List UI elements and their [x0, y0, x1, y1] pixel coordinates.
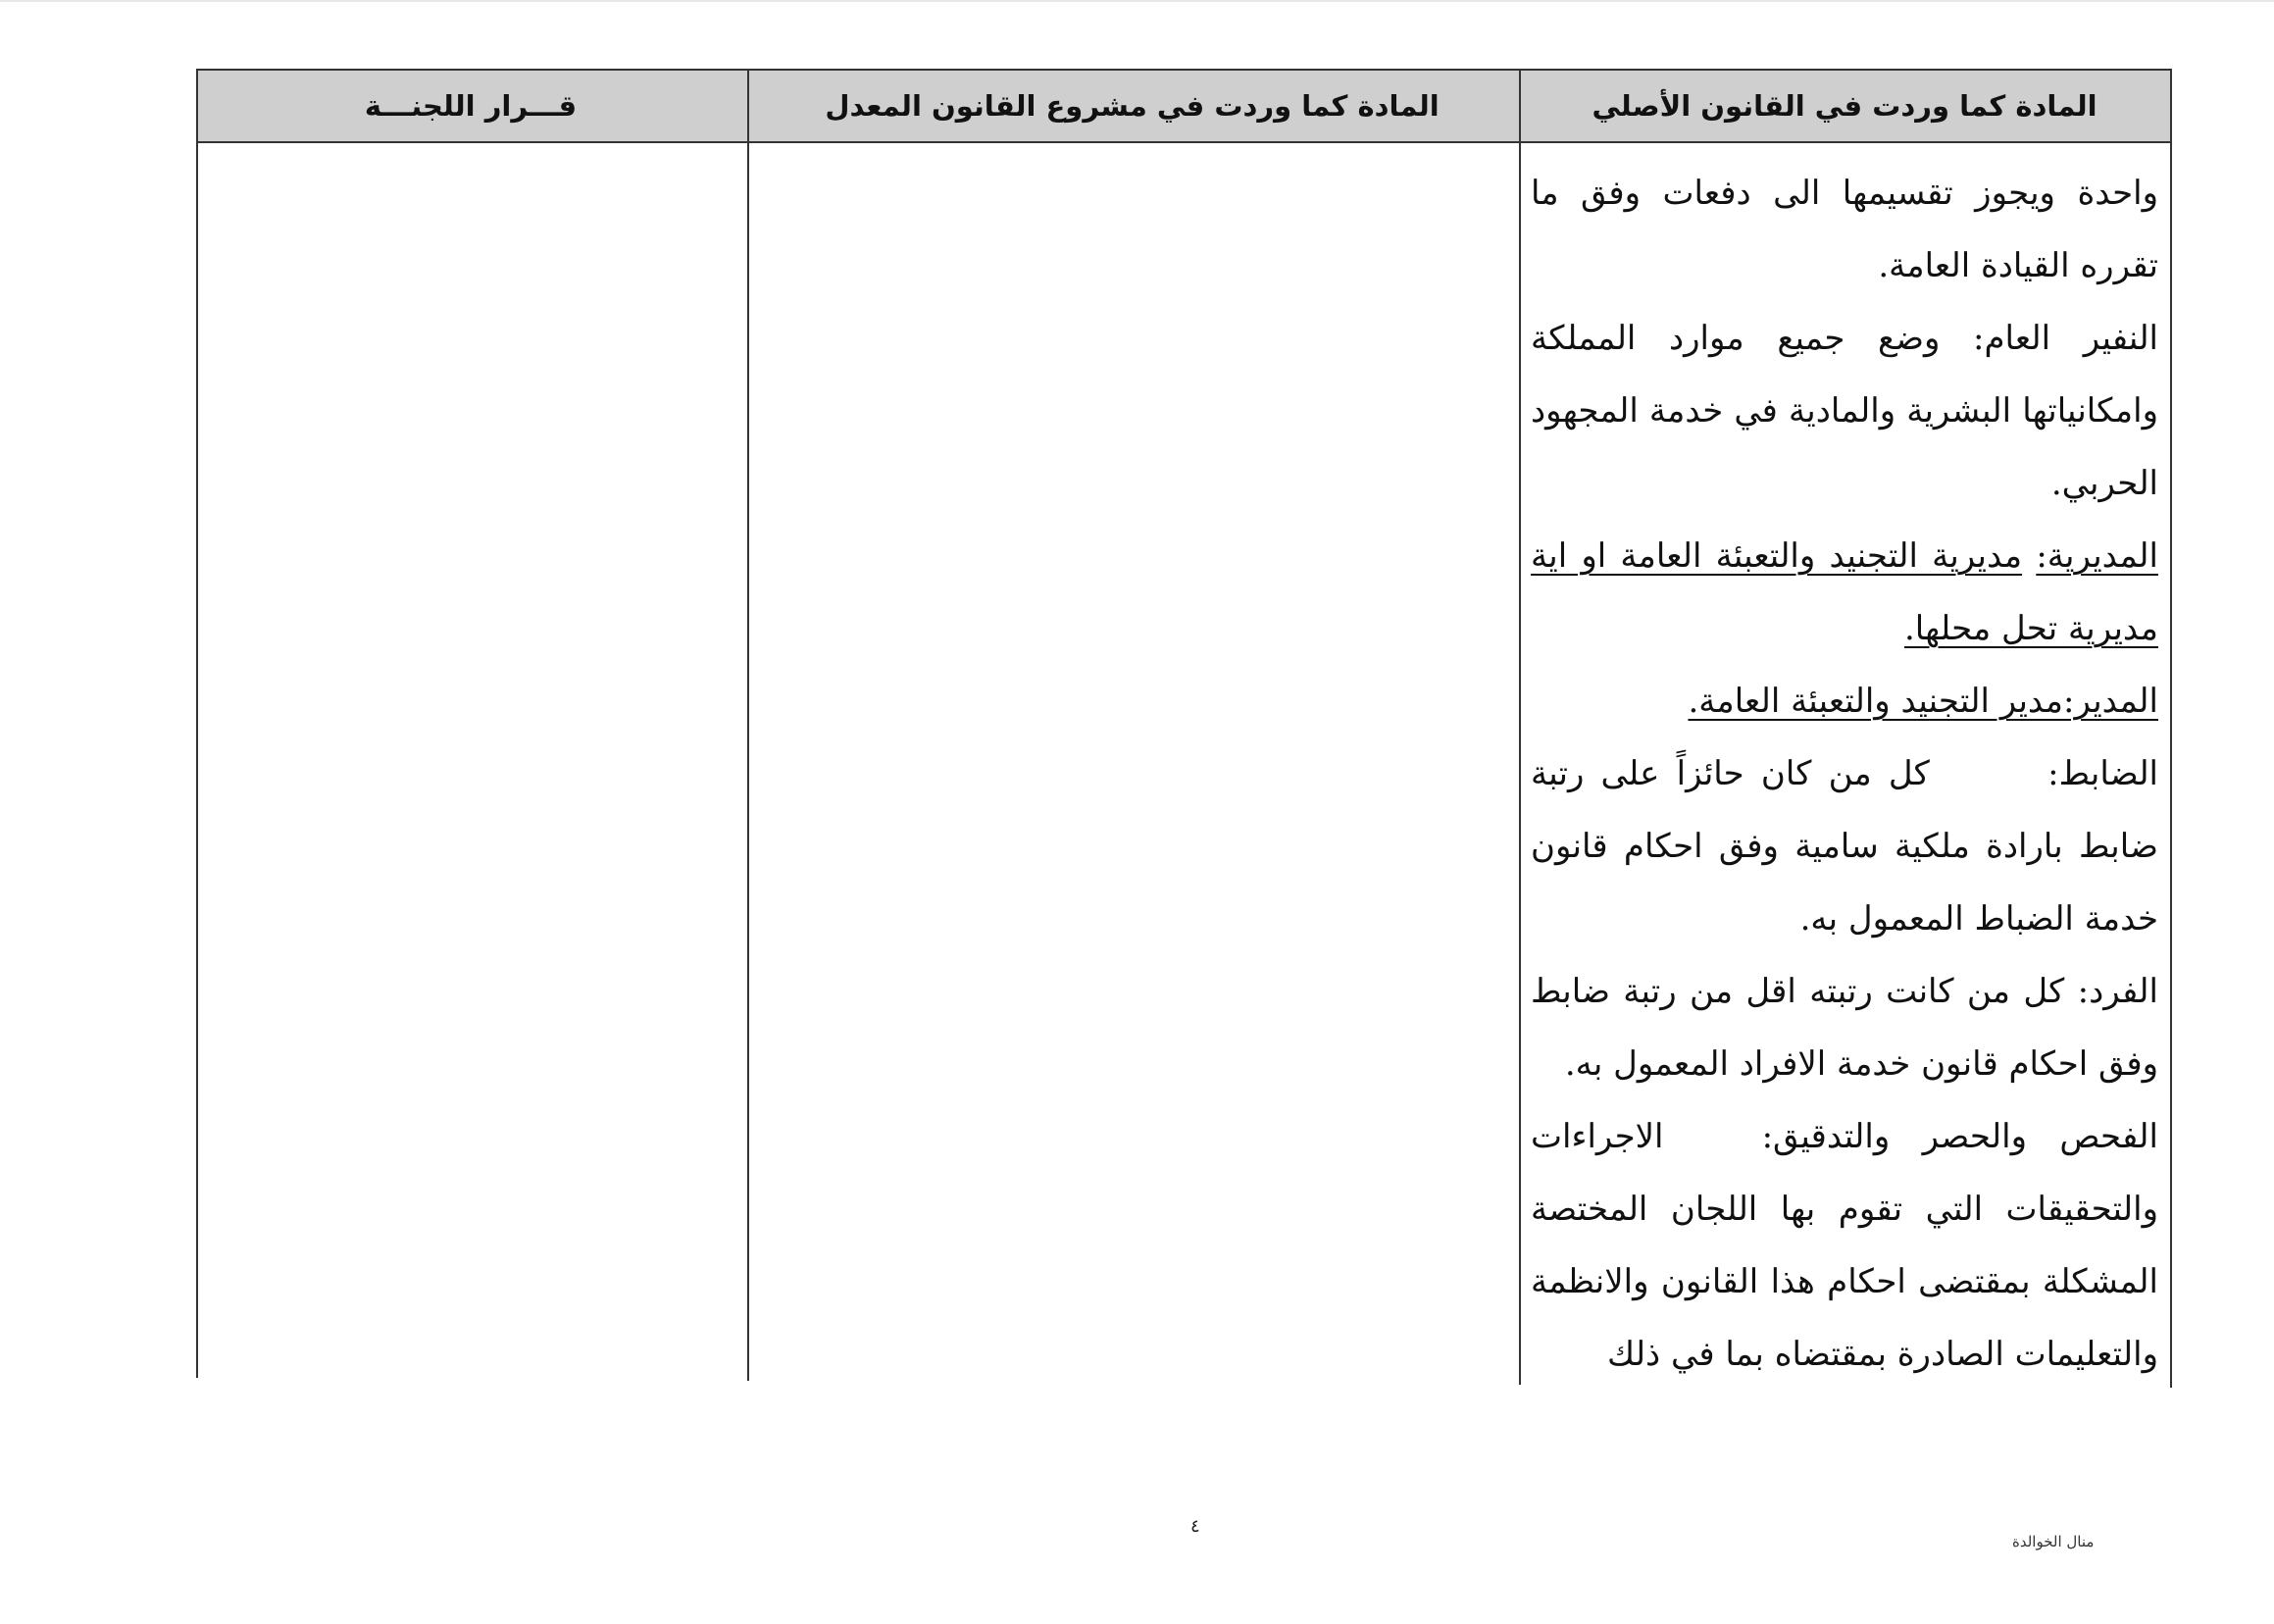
def-individual: كل من كانت رتبته اقل من رتبة ضابط وفق احكام قانون خدمة الافراد المعمول به.	[1531, 972, 2158, 1084]
page-number: ٤	[1190, 1516, 1200, 1537]
def-general-mobilization: وضع جميع موارد المملكة وامكانياتها البشرية والمادية في خدمة المجهود الحربي.	[1531, 319, 2158, 503]
def-director: مدير التجنيد والتعبئة العامة.	[1688, 682, 2063, 721]
header-committee-decision: قـــرار اللجنـــة	[364, 89, 578, 123]
definition-inspection	[1520, 1100, 2158, 1391]
original-law-column	[1520, 157, 2158, 1391]
term-directorate: المديرية:	[2036, 536, 2158, 576]
definition-director	[1531, 665, 2158, 737]
term-inspection: الفحص والحصر والتدقيق:	[1761, 1117, 2158, 1156]
table-header-row	[196, 69, 2172, 143]
header-original-law: المادة كما وردت في القانون الأصلي	[1592, 89, 2097, 123]
term-officer: الضابط:	[2047, 754, 2158, 793]
column-divider-1	[1519, 69, 1521, 1385]
definition-general-mobilization	[1531, 302, 2158, 520]
term-director: المدير:	[2063, 682, 2158, 721]
definition-officer	[1520, 737, 2158, 955]
table-border-right	[2170, 69, 2172, 1388]
amended-draft-column	[760, 143, 1505, 1320]
definition-individual	[1531, 955, 2158, 1100]
header-amended-draft: المادة كما وردت في مشروع القانون المعدل	[825, 89, 1440, 123]
comparison-table	[196, 69, 2172, 1383]
committee-decision-column	[205, 143, 734, 1320]
def-officer: كل من كان حائزاً على رتبة ضابط بارادة ملكية سامية وفق احكام قانون خدمة الضباط المعمول به.	[1520, 754, 2158, 939]
definition-directorate	[1531, 520, 2158, 665]
def-inspection: الاجراءات والتحقيقات التي تقوم بها اللجان المختصة المشكلة بمقتضى احكام هذا القانون والانظمة والتعليمات الصادرة بمقتضاه بما في ذلك	[1520, 1117, 2158, 1374]
table-border-left	[196, 69, 198, 1378]
term-individual: الفرد:	[2077, 972, 2158, 1011]
continuation-paragraph: واحدة ويجوز تقسيمها الى دفعات وفق ما تقرره القيادة العامة.	[1531, 174, 2158, 285]
term-general-mobilization: النفير العام:	[1973, 319, 2158, 358]
signature-initials: منال الخوالدة	[2012, 1533, 2095, 1550]
def-directorate: مديرية التجنيد والتعبئة العامة او اية مديرية تحل محلها.	[1531, 536, 2158, 648]
scan-edge	[0, 0, 2274, 2]
column-divider-2	[747, 69, 749, 1381]
